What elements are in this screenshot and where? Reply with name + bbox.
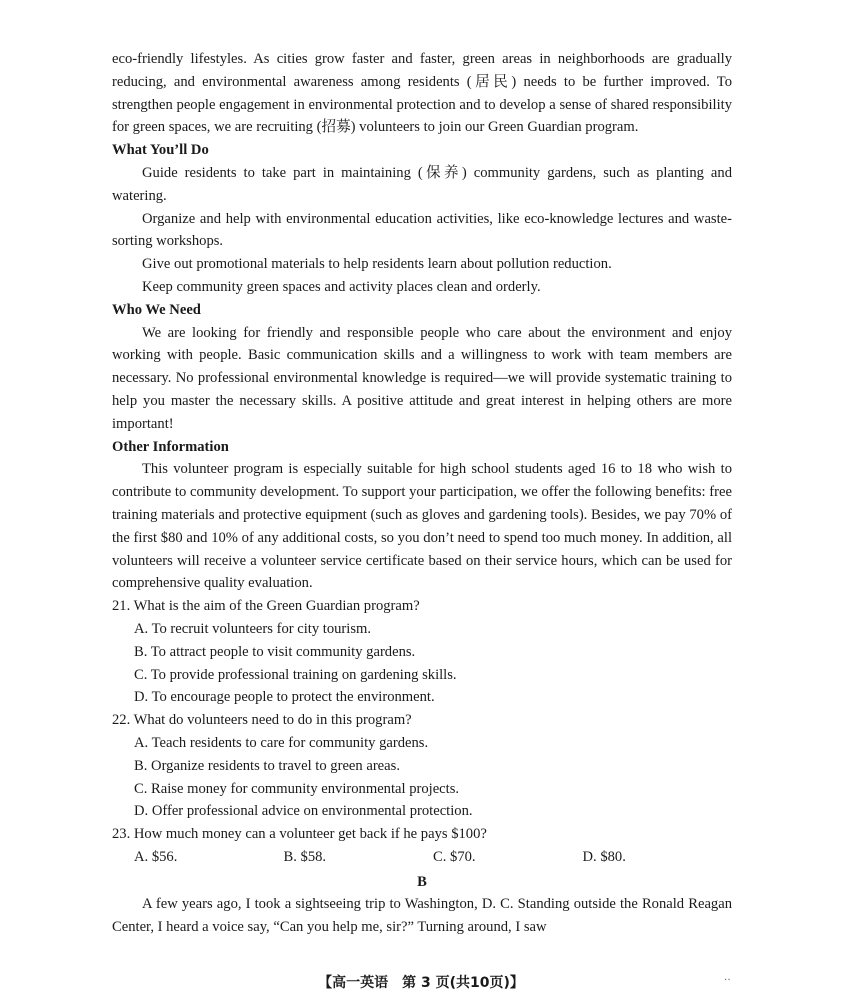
other-information-text: This volunteer program is especially suitable for high school students aged 16 to 18 who wish to contribute to community development. To support your participation, we offer the following benefits: free training materials and protective equipment (such as gloves and gardening tools). Besides, we pay 70% of the first $80 and 10% of any additional costs, so you don’t need to spend too much money. In addition, all volunteers will receive a volunteer service certificate based on their service hours, which can be used for comprehensive quality evaluation. [112,461,732,592]
task-item: Keep community green spaces and activity places clean and orderly. [142,278,541,295]
answer-option: A. Teach residents to care for community gardens. [134,734,429,751]
answer-option: B. To attract people to visit community gardens. [134,643,416,660]
answer-option: A. To recruit volunteers for city tourism. [134,620,372,637]
who-we-need-text: We are looking for friendly and responsible people who care about the environment and enjoy working with people. Basic communication skills and a willingness to work with team members are necessary. No professional environmental knowledge is required—we will provide systematic training to help you master the necessary skills. A positive attitude and great interest in helping others are more important! [112,324,732,432]
task-item: Give out promotional materials to help residents learn about pollution reduction. [142,256,612,273]
section-b-label: B [417,873,427,890]
answer-option: B. Organize residents to travel to green areas. [134,757,400,774]
passage-intro: eco-friendly lifestyles. As cities grow faster and faster, green areas in neighborhoods are gradually reducing, and environmental awareness among residents (居民) needs to be further improved. To strengthen people engagement in environmental protection and to develop a sense of shared responsibility for green spaces, we are recruiting (招募) volunteers to join our Green Guardian program. [112,51,732,136]
page-content [112,48,732,939]
answer-option: B. $58. [283,848,327,865]
section-heading-who-we-need: Who We Need [112,301,201,318]
answer-option: D. To encourage people to protect the environment. [134,689,435,706]
section-heading-what-youll-do: What You’ll Do [112,142,209,159]
question-22 [112,709,732,823]
answer-option: D. Offer professional advice on environmental protection. [134,803,473,820]
question-stem: 21. What is the aim of the Green Guardian program? [112,598,420,615]
task-item: Organize and help with environmental education activities, like eco-knowledge lectures and waste-sorting workshops. [112,210,732,250]
page-footer: 【高一英语 第 3 页(共10页)】 [318,975,524,991]
answer-options-row [112,846,732,869]
answer-option: C. $70. [433,848,476,865]
answer-option: C. To provide professional training on gardening skills. [134,666,457,683]
footer-marks: ·· [724,975,731,986]
task-item: Guide residents to take part in maintaining (保养) community gardens, such as planting and watering. [112,164,732,204]
section-b-text: A few years ago, I took a sightseeing trip to Washington, D. C. Standing outside the Ronald Reagan Center, I heard a voice say, “Can you help me, sir?” Turning around, I saw [112,896,732,936]
answer-option: C. Raise money for community environmental projects. [134,780,460,797]
answer-option: D. $80. [582,848,626,865]
question-23 [112,823,732,869]
section-heading-other-information: Other Information [112,438,229,455]
question-stem: 22. What do volunteers need to do in this program? [112,712,412,729]
question-stem: 23. How much money can a volunteer get back if he pays $100? [112,826,487,843]
answer-option: A. $56. [134,848,178,865]
question-21 [112,595,732,709]
